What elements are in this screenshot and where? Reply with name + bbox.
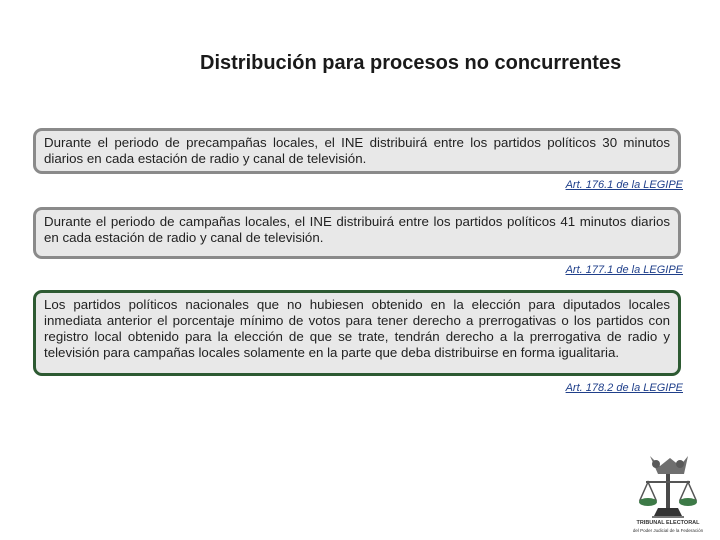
reference-link-178[interactable]: Art. 178.2 de la LEGIPE <box>565 382 683 394</box>
page-title: Distribución para procesos no concurrentes <box>200 52 622 74</box>
text-block-campanas: Durante el periodo de campañas locales, el INE distribuirá entre los partidos políticos 41 minutos diarios en cada estación de radio y canal de televisión. <box>33 207 681 259</box>
reference-link-176[interactable]: Art. 176.1 de la LEGIPE <box>565 179 683 191</box>
text-block-partidos: Los partidos políticos nacionales que no hubiesen obtenido en la elección para diputados locales inmediata anterior el porcentaje mínimo de votos para tener derecho a prerrogativas o los partidos con registro local obtenido para la elección de que se trate, tendrán derecho a la prerrogativa de radio y televisión para campañas locales solamente en la parte que deba distribuirse en forma igualitaria. <box>33 290 681 376</box>
logo-caption-line1: TRIBUNAL ELECTORAL <box>636 520 700 526</box>
logo-caption-line2: del Poder Judicial de la Federación <box>632 528 704 533</box>
logo-caption <box>628 520 708 534</box>
reference-link-177[interactable]: Art. 177.1 de la LEGIPE <box>565 264 683 276</box>
text-block-precampanas: Durante el periodo de precampañas locales, el INE distribuirá entre los partidos políticos 30 minutos diarios en cada estación de radio y canal de televisión. <box>33 128 681 174</box>
